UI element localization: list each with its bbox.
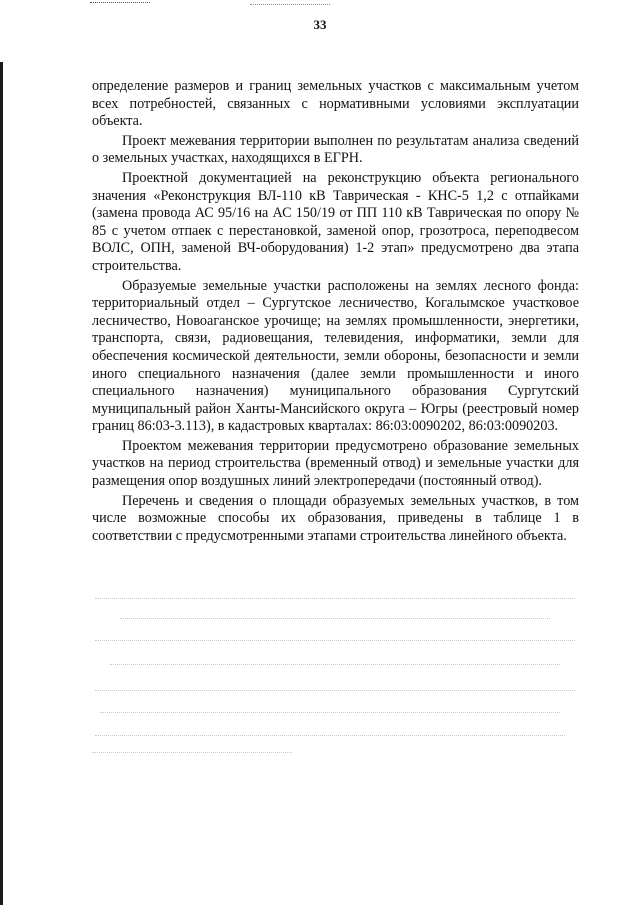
paragraph-table-reference: Перечень и сведения о площади образуемых земельных участков, в том числе возможные способы их образования, приведены в таблице 1 в соответствии с предусмотренными этапами строительства линейного объекта. xyxy=(92,492,579,544)
paragraph-survey-basis: Проект межевания территории выполнен по результатам анализа сведений о земельных участках, находящихся в ЕГРН. xyxy=(92,132,579,167)
bleed-through-line xyxy=(120,618,550,620)
scan-edge-bar xyxy=(0,62,3,905)
paragraph-allotment-types: Проектом межевания территории предусмотрено образование земельных участков на период строительства (временный отвод) и земельные участки для размещения опор воздушных линий электропередачи (постоянный отвод). xyxy=(92,437,579,490)
bleed-through-line xyxy=(95,690,575,692)
bleed-through-line xyxy=(95,640,575,642)
bleed-through-line xyxy=(110,664,560,666)
paragraph-land-location: Образуемые земельные участки расположены на землях лесного фонда: территориальный отдел – Сургутское лесничество, Когалымское участковое лесничество, Новоаганское урочище; на землях промышленности, энергетики, транспорта, связи, радиовещания, телевидения, информатики, земли для обеспечения космической деятельности, земли обороны, безопасности и земли иного специального назначения (далее земли промышленности и иного специального назначения) муниципального образования Сургутский муниципальный район Ханты-Мансийского округа – Югры (реестровый номер границ 86:03-3.113), в кадастровых кварталах: 86:03:0090202, 86:03:0090203. xyxy=(92,277,579,435)
scan-artifact xyxy=(90,2,150,7)
bleed-through-line xyxy=(100,712,560,714)
scan-artifact xyxy=(250,4,330,13)
paragraph-project-stages: Проектной документацией на реконструкцию объекта регионального значения «Реконструкция ВЛ-110 кВ Таврическая - КНС-5 1,2 с отпайками (замена провода АС 95/16 на АС 150/19 от ПП 110 кВ Таврическая по опору № 85 с учетом отпаек с перестановкой, заменой опор, грозотроса, переподвесом ВОЛС, ОПН, заменой ВЧ-оборудования) 1-2 этап» предусмотрено два этапа строительства. xyxy=(92,169,579,274)
bleed-through-line xyxy=(95,735,565,737)
paragraph-continuation: определение размеров и границ земельных участков с максимальным учетом всех потребностей, связанных с нормативными условиями эксплуатации объекта. xyxy=(92,78,579,130)
page-number: 33 xyxy=(313,17,327,32)
bleed-through-line xyxy=(95,598,575,600)
bleed-through-line xyxy=(92,752,292,754)
document-body xyxy=(92,78,579,545)
